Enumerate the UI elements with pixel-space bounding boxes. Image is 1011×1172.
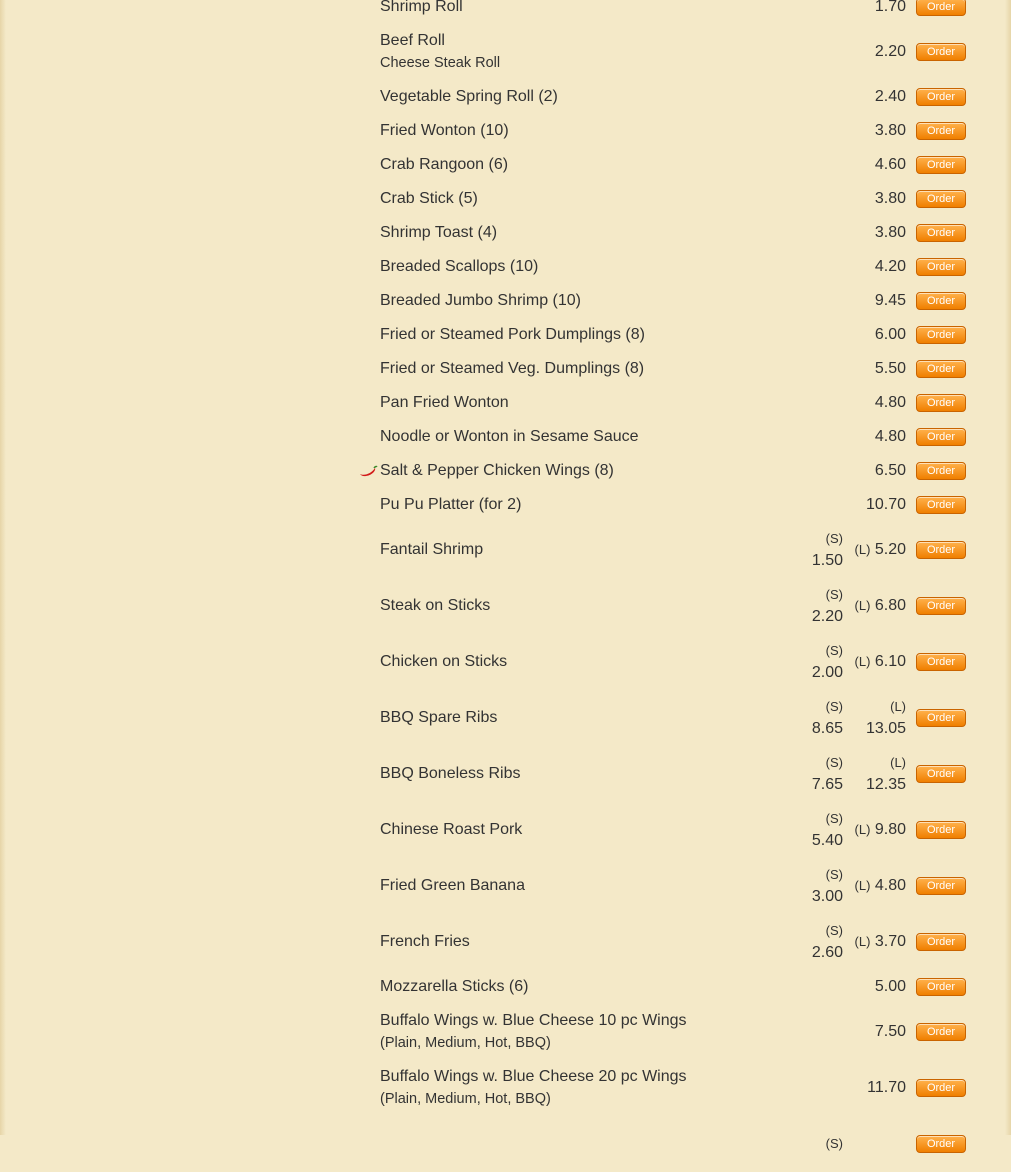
item-name: Pu Pu Platter (for 2) — [380, 496, 522, 513]
item-name-cell — [380, 931, 743, 953]
item-name-cell — [380, 1066, 743, 1110]
order-button[interactable]: Order — [916, 597, 966, 615]
menu-item-row — [356, 182, 966, 216]
price-cell — [851, 324, 916, 346]
small-price-cell — [743, 696, 851, 740]
order-button[interactable]: Order — [916, 978, 966, 996]
order-button[interactable]: Order — [916, 765, 966, 783]
order-button[interactable]: Order — [916, 933, 966, 951]
menu-item-row — [356, 420, 966, 454]
item-name: Fried or Steamed Pork Dumplings (8) — [380, 326, 645, 343]
order-button[interactable]: Order — [916, 462, 966, 480]
order-button[interactable]: Order — [916, 653, 966, 671]
order-button[interactable]: Order — [916, 821, 966, 839]
price-cell — [851, 0, 916, 18]
item-name-cell — [380, 763, 743, 785]
menu-item-row — [356, 1116, 966, 1172]
large-price: 6.80 — [874, 597, 906, 614]
order-button[interactable]: Order — [916, 258, 966, 276]
order-button[interactable]: Order — [916, 326, 966, 344]
menu-item-row — [356, 522, 966, 578]
price-cell — [851, 1077, 916, 1099]
small-price-cell — [743, 864, 851, 908]
item-name: Crab Stick (5) — [380, 190, 478, 207]
price-cell — [851, 460, 916, 482]
item-price: 4.80 — [874, 428, 906, 445]
item-price: 7.50 — [874, 1023, 906, 1040]
item-name-cell — [380, 324, 743, 346]
menu-item-row — [356, 1060, 966, 1116]
small-price: 8.65 — [811, 720, 843, 737]
small-price: 2.00 — [811, 664, 843, 681]
item-name-cell — [380, 875, 743, 897]
small-price: 1.50 — [811, 552, 843, 569]
small-size-label: (S) — [825, 531, 843, 546]
item-name: Beef Roll — [380, 32, 445, 49]
small-price: 5.40 — [811, 832, 843, 849]
item-name: Fried Wonton (10) — [380, 122, 509, 139]
large-price: 5.20 — [874, 541, 906, 558]
item-name-cell — [380, 120, 743, 142]
small-price: 2.20 — [811, 608, 843, 625]
large-price: 13.05 — [865, 720, 906, 737]
item-name-cell — [380, 976, 743, 998]
large-price-line — [851, 931, 906, 953]
item-description: (Plain, Medium, Hot, BBQ) — [380, 1091, 551, 1107]
small-price-cell — [743, 584, 851, 628]
menu-item-row — [356, 454, 966, 488]
item-price: 3.80 — [874, 190, 906, 207]
hot-pepper-icon — [358, 465, 378, 477]
large-size-label: (L) — [854, 878, 871, 893]
menu-item-row — [356, 690, 966, 746]
small-size-label: (S) — [825, 1136, 843, 1151]
item-name-cell — [380, 358, 743, 380]
item-price: 9.45 — [874, 292, 906, 309]
menu-item-row — [356, 914, 966, 970]
item-name: Mozzarella Sticks (6) — [380, 978, 529, 995]
small-price: 7.65 — [811, 776, 843, 793]
item-price: 5.00 — [874, 978, 906, 995]
item-name-cell — [380, 494, 743, 516]
price-cell — [851, 931, 916, 953]
order-button[interactable]: Order — [916, 709, 966, 727]
item-name: Fried or Steamed Veg. Dumplings (8) — [380, 360, 645, 377]
order-button[interactable]: Order — [916, 43, 966, 61]
menu-item-row — [356, 0, 966, 24]
order-button[interactable]: Order — [916, 190, 966, 208]
price-cell — [851, 494, 916, 516]
item-name: Shrimp Toast (4) — [380, 224, 498, 241]
price-cell — [851, 222, 916, 244]
menu-item-row — [356, 386, 966, 420]
small-price-cell — [743, 920, 851, 964]
order-button[interactable]: Order — [916, 877, 966, 895]
small-price-cell — [743, 1133, 851, 1155]
small-price-cell — [743, 640, 851, 684]
price-cell — [851, 1133, 916, 1155]
large-price: 3.70 — [874, 933, 906, 950]
item-price: 4.20 — [874, 258, 906, 275]
large-size-label: (L) — [854, 654, 871, 669]
item-icon-cell — [356, 465, 380, 477]
price-cell — [851, 651, 916, 673]
order-button[interactable]: Order — [916, 428, 966, 446]
order-button[interactable]: Order — [916, 360, 966, 378]
price-cell — [851, 976, 916, 998]
price-cell — [851, 875, 916, 897]
item-price: 4.60 — [874, 156, 906, 173]
item-description: (Plain, Medium, Hot, BBQ) — [380, 1035, 551, 1051]
small-price: 2.60 — [811, 944, 843, 961]
menu-item-row — [356, 634, 966, 690]
price-spacer — [902, 1135, 906, 1152]
left-border — [0, 0, 6, 1135]
item-price: 3.80 — [874, 122, 906, 139]
item-name: BBQ Boneless Ribs — [380, 765, 521, 782]
large-price-line — [851, 539, 906, 561]
small-size-label: (S) — [825, 811, 843, 826]
item-price: 6.50 — [874, 462, 906, 479]
item-price: 2.20 — [874, 43, 906, 60]
menu-item-row — [356, 216, 966, 250]
item-price: 3.80 — [874, 224, 906, 241]
item-price: 11.70 — [867, 1079, 906, 1096]
item-name: Noodle or Wonton in Sesame Sauce — [380, 428, 639, 445]
small-size-label: (S) — [825, 867, 843, 882]
item-name: French Fries — [380, 933, 470, 950]
item-name: Vegetable Spring Roll (2) — [380, 88, 558, 105]
price-cell — [851, 86, 916, 108]
item-name-cell — [380, 460, 743, 482]
order-button[interactable]: Order — [916, 1135, 966, 1153]
item-price: 4.80 — [874, 394, 906, 411]
item-name-cell — [380, 256, 743, 278]
item-name-cell — [380, 154, 743, 176]
large-size-label: (L) — [854, 822, 871, 837]
small-size-label: (S) — [825, 923, 843, 938]
item-description: Cheese Steak Roll — [380, 55, 501, 71]
item-name: Breaded Jumbo Shrimp (10) — [380, 292, 581, 309]
item-name-cell — [380, 86, 743, 108]
item-name: BBQ Spare Ribs — [380, 709, 498, 726]
price-cell — [851, 154, 916, 176]
small-price-cell — [743, 528, 851, 572]
menu-item-row — [356, 80, 966, 114]
price-cell — [851, 290, 916, 312]
appetizer-menu-list — [356, 0, 966, 1172]
menu-item-row — [356, 284, 966, 318]
large-price-line — [851, 595, 906, 617]
item-name-cell — [380, 188, 743, 210]
order-button[interactable]: Order — [916, 394, 966, 412]
menu-item-row — [356, 970, 966, 1004]
price-cell — [851, 752, 916, 796]
order-button[interactable]: Order — [916, 156, 966, 174]
large-price: 4.80 — [874, 877, 906, 894]
price-cell — [851, 696, 916, 740]
order-button[interactable]: Order — [916, 88, 966, 106]
item-price: 10.70 — [865, 496, 906, 513]
order-button[interactable]: Order — [916, 1023, 966, 1041]
order-button[interactable]: Order — [916, 541, 966, 559]
price-cell — [851, 426, 916, 448]
menu-item-row — [356, 746, 966, 802]
item-name-cell — [380, 290, 743, 312]
large-size-label: (L) — [854, 542, 871, 557]
small-size-label: (S) — [825, 755, 843, 770]
item-name-cell — [380, 539, 743, 561]
order-button[interactable]: Order — [916, 292, 966, 310]
large-price: 6.10 — [874, 653, 906, 670]
menu-item-row — [356, 1004, 966, 1060]
small-size-label: (S) — [825, 643, 843, 658]
item-name: Buffalo Wings w. Blue Cheese 20 pc Wings — [380, 1068, 687, 1085]
price-cell — [851, 392, 916, 414]
large-price-line — [851, 875, 906, 897]
item-name-cell — [380, 651, 743, 673]
item-name-cell — [380, 0, 743, 18]
item-name-cell — [380, 30, 743, 74]
large-price-line — [851, 819, 906, 841]
item-name: Pan Fried Wonton — [380, 394, 509, 411]
price-cell — [851, 819, 916, 841]
item-name: Crab Rangoon (6) — [380, 156, 509, 173]
large-price: 9.80 — [874, 821, 906, 838]
menu-item-row — [356, 148, 966, 182]
item-price: 1.70 — [874, 0, 906, 15]
order-button[interactable]: Order — [916, 1079, 966, 1097]
order-button[interactable]: Order — [916, 122, 966, 140]
item-name: Chicken on Sticks — [380, 653, 508, 670]
order-button[interactable]: Order — [916, 0, 966, 16]
menu-item-row — [356, 250, 966, 284]
menu-item-row — [356, 488, 966, 522]
item-price: 2.40 — [874, 88, 906, 105]
price-cell — [851, 256, 916, 278]
item-name: Shrimp Roll — [380, 0, 463, 15]
large-size-label: (L) — [854, 934, 871, 949]
item-name-cell — [380, 819, 743, 841]
price-cell — [851, 120, 916, 142]
menu-item-row — [356, 114, 966, 148]
menu-item-row — [356, 578, 966, 634]
item-name: Steak on Sticks — [380, 597, 491, 614]
large-price-line — [851, 651, 906, 673]
menu-item-row — [356, 24, 966, 80]
item-name: Buffalo Wings w. Blue Cheese 10 pc Wings — [380, 1012, 687, 1029]
menu-item-row — [356, 352, 966, 386]
menu-item-row — [356, 858, 966, 914]
small-price-cell — [743, 808, 851, 852]
small-price: 3.00 — [811, 888, 843, 905]
item-name: Fantail Shrimp — [380, 541, 484, 558]
large-price: 12.35 — [865, 776, 906, 793]
order-button[interactable]: Order — [916, 496, 966, 514]
menu-item-row — [356, 802, 966, 858]
item-name: Breaded Scallops (10) — [380, 258, 539, 275]
item-name-cell — [380, 222, 743, 244]
item-name-cell — [380, 1010, 743, 1054]
item-name: Chinese Roast Pork — [380, 821, 523, 838]
price-cell — [851, 595, 916, 617]
item-name: Fried Green Banana — [380, 877, 525, 894]
large-price-line — [851, 1133, 906, 1155]
order-button[interactable]: Order — [916, 224, 966, 242]
item-price: 5.50 — [874, 360, 906, 377]
item-name: Salt & Pepper Chicken Wings (8) — [380, 462, 614, 479]
item-price: 6.00 — [874, 326, 906, 343]
large-size-label: (L) — [890, 755, 906, 770]
small-size-label: (S) — [825, 699, 843, 714]
item-name-cell — [380, 392, 743, 414]
price-cell — [851, 1021, 916, 1043]
price-cell — [851, 188, 916, 210]
item-name-cell — [380, 707, 743, 729]
menu-item-row — [356, 318, 966, 352]
large-size-label: (L) — [890, 699, 906, 714]
right-border — [1005, 0, 1011, 1135]
item-name-cell — [380, 595, 743, 617]
large-size-label: (L) — [854, 598, 871, 613]
item-name-cell — [380, 426, 743, 448]
price-cell — [851, 358, 916, 380]
price-cell — [851, 539, 916, 561]
small-price-cell — [743, 752, 851, 796]
price-cell — [851, 41, 916, 63]
small-size-label: (S) — [825, 587, 843, 602]
